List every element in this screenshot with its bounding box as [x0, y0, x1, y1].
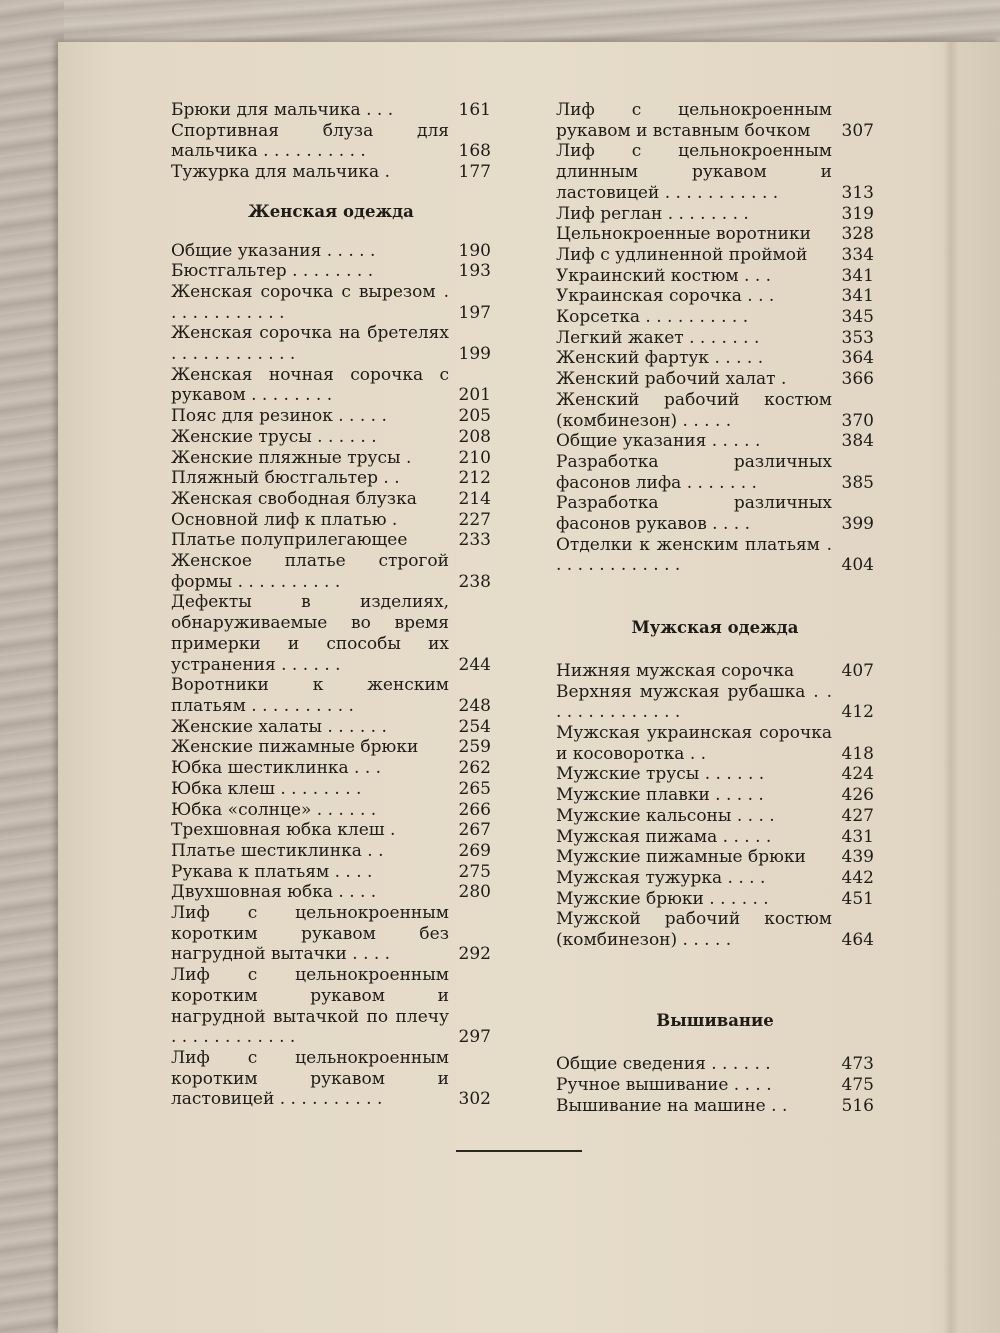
toc-entry-page: 418 [841, 743, 874, 764]
toc-entry-title: Разработка различных фасонов лифа . . . . . . . [556, 451, 832, 493]
toc-entry [556, 245, 874, 266]
section-heading-embroidery: Вышивание [656, 1010, 774, 1030]
toc-entry-page: 214 [458, 488, 491, 509]
toc-entry [556, 764, 874, 785]
wood-surface-top [0, 0, 1000, 44]
toc-entry-page: 341 [841, 286, 874, 307]
toc-entry-page: 201 [458, 385, 491, 406]
toc-entry-title: Верхняя мужская рубашка . . . . . . . . . . . . . . [556, 681, 832, 723]
toc-group-women [171, 241, 491, 1111]
toc-entry-page: 307 [841, 120, 874, 141]
toc-entry [171, 468, 491, 489]
toc-entry-page: 210 [458, 447, 491, 468]
toc-entry [171, 592, 491, 675]
toc-entry [556, 1075, 874, 1096]
toc-entry [171, 965, 491, 1048]
toc-entry-page: 313 [841, 182, 874, 203]
toc-entry-page: 297 [458, 1027, 491, 1048]
toc-entry-title: Юбка клеш . . . . . . . . [171, 778, 362, 799]
toc-entry [171, 241, 491, 262]
toc-entry [171, 820, 491, 841]
toc-entry-title: Лиф с цельнокроенным длинным рукавом и ластовицей . . . . . . . . . . . [556, 141, 832, 203]
toc-entry-page: 345 [841, 307, 874, 328]
toc-entry-page: 473 [841, 1054, 874, 1075]
toc-entry-page: 319 [841, 203, 874, 224]
toc-entry-page: 370 [841, 410, 874, 431]
toc-entry-title: Общие указания . . . . . [171, 240, 376, 261]
toc-entry [556, 1096, 874, 1117]
toc-entry [171, 448, 491, 469]
toc-entry-title: Дефекты в изделиях, обнаруживаемые во время примерки и способы их устранения . . . . . . [171, 592, 449, 675]
toc-entry [556, 682, 874, 723]
toc-entry [556, 266, 874, 287]
toc-entry [556, 369, 874, 390]
toc-entry-page: 266 [458, 799, 491, 820]
toc-entry [171, 779, 491, 800]
toc-entry-title: Женская сорочка на бретелях . . . . . . . . . . . . [171, 323, 449, 365]
toc-left-column [171, 100, 491, 1110]
toc-entry-page: 404 [841, 555, 874, 576]
toc-entry [556, 661, 874, 682]
toc-entry [556, 431, 874, 452]
toc-entry [556, 827, 874, 848]
toc-entry-title: Лиф с цельнокроенным коротким рукавом и нагрудной вытачкой по плечу . . . . . . . . . . . . [171, 965, 449, 1048]
toc-entry-page: 275 [458, 861, 491, 882]
toc-entry [556, 307, 874, 328]
toc-entry-page: 267 [458, 820, 491, 841]
toc-entry-title: Мужские кальсоны . . . . [556, 805, 775, 826]
toc-entry [556, 348, 874, 369]
toc-entry-title: Женские пляжные трусы . [171, 447, 412, 468]
toc-entry-page: 328 [841, 224, 874, 245]
toc-entry-title: Платье шестиклинка . . [171, 840, 384, 861]
toc-entry-page: 168 [458, 141, 491, 162]
toc-entry-title: Спортивная блуза для мальчика . . . . . . . . . . [171, 120, 449, 162]
toc-entry-page: 364 [841, 348, 874, 369]
toc-entry-page: 427 [841, 805, 874, 826]
toc-entry-title: Основной лиф к платью . [171, 509, 398, 530]
toc-entry-title: Женская свободная блузка [171, 488, 417, 509]
toc-entry-page: 199 [458, 344, 491, 365]
toc-entry [556, 909, 874, 950]
toc-entry-page: 292 [458, 944, 491, 965]
toc-entry-title: Воротники к женским платьям . . . . . . . . . . [171, 675, 449, 716]
section-heading-women: Женская одежда [248, 201, 414, 221]
toc-entry-page: 464 [841, 930, 874, 951]
toc-entry-page: 177 [458, 162, 491, 183]
toc-entry-title: Нижняя мужская сорочка [556, 660, 795, 681]
toc-entry-page: 248 [458, 695, 491, 716]
toc-entry [171, 510, 491, 531]
toc-entry [556, 889, 874, 910]
toc-entry-title: Мужской рабочий костюм (комбинезон) . . . . . [556, 909, 832, 951]
toc-entry-title: Трехшовная юбка клеш . [171, 820, 396, 841]
toc-entry-title: Мужские пижамные брюки [556, 847, 806, 868]
toc-entry-title: Корсетка . . . . . . . . . . [556, 307, 749, 328]
toc-entry [171, 530, 491, 551]
toc-entry-title: Женские пижамные брюки [171, 737, 419, 758]
toc-entry-page: 244 [458, 654, 491, 675]
toc-entry [556, 847, 874, 868]
toc-group-women-cont [556, 100, 874, 576]
toc-entry-page: 412 [841, 702, 874, 723]
toc-entry-page: 407 [841, 660, 874, 681]
wood-surface-left [0, 0, 64, 1333]
toc-entry-title: Брюки для мальчика . . . [171, 100, 394, 120]
toc-entry-page: 475 [841, 1075, 874, 1096]
toc-entry-title: Лиф с цельнокроенным коротким рукавом и ластовицей . . . . . . . . . . [171, 1047, 449, 1110]
toc-entry-page: 353 [841, 327, 874, 348]
toc-group-men [556, 661, 874, 951]
toc-entry [171, 406, 491, 427]
toc-entry-title: Отделки к женским платьям . . . . . . . . . . . . . [556, 534, 832, 576]
toc-entry-page: 384 [841, 431, 874, 452]
toc-entry-title: Мужская пижама . . . . . [556, 826, 772, 847]
toc-entry-title: Юбка «солнце» . . . . . . [171, 799, 377, 820]
toc-entry [556, 204, 874, 225]
toc-entry-page: 385 [841, 472, 874, 493]
toc-entry-title: Легкий жакет . . . . . . . [556, 327, 760, 348]
toc-entry-title: Мужские плавки . . . . . [556, 785, 764, 806]
toc-entry [171, 882, 491, 903]
toc-entry [556, 224, 874, 245]
toc-entry-title: Женская сорочка с вырезом . . . . . . . . . . . . [171, 281, 449, 323]
toc-entry [171, 675, 491, 716]
toc-entry-page: 334 [841, 244, 874, 265]
toc-entry-page: 259 [458, 737, 491, 758]
toc-entry-page: 265 [458, 778, 491, 799]
toc-entry [171, 489, 491, 510]
toc-entry [171, 903, 491, 965]
toc-entry-title: Разработка различных фасонов рукавов . . . . [556, 493, 832, 535]
toc-entry-page: 451 [841, 888, 874, 909]
toc-entry [556, 785, 874, 806]
toc-entry-title: Украинская сорочка . . . [556, 286, 775, 307]
toc-entry-title: Мужские брюки . . . . . . [556, 888, 769, 909]
toc-entry-title: Пляжный бюстгальтер . . [171, 468, 400, 489]
toc-entry-page: 431 [841, 826, 874, 847]
toc-entry [556, 723, 874, 764]
toc-entry-title: Рукава к платьям . . . . [171, 861, 373, 882]
toc-entry-title: Пояс для резинок . . . . . [171, 406, 387, 427]
toc-entry-title: Двухшовная юбка . . . . [171, 882, 377, 903]
toc-entry-title: Вышивание на машине . . [556, 1095, 788, 1116]
toc-entry-title: Мужская тужурка . . . . [556, 867, 766, 888]
toc-entry-title: Ручное вышивание . . . . [556, 1075, 772, 1096]
toc-entry-page: 302 [458, 1089, 491, 1110]
toc-entry-title: Цельнокроенные воротники [556, 224, 811, 245]
toc-entry-page: 424 [841, 764, 874, 785]
toc-entry-title: Лиф реглан . . . . . . . . [556, 203, 749, 224]
section-heading-men: Мужская одежда [631, 618, 799, 638]
toc-entry-page: 238 [458, 571, 491, 592]
page-fold-shadow [943, 42, 959, 1333]
toc-group-boys [171, 100, 491, 183]
toc-entry [556, 868, 874, 889]
toc-entry-title: Общие сведения . . . . . . [556, 1054, 771, 1075]
toc-entry [171, 551, 491, 592]
toc-right-column [556, 100, 874, 1117]
toc-entry-title: Женский рабочий халат . [556, 369, 787, 390]
toc-entry-title: Женский рабочий костюм (комбинезон) . . . . . [556, 389, 832, 431]
toc-entry [171, 323, 491, 364]
toc-entry-title: Лиф с цельнокроенным рукавом и вставным бочком [556, 100, 832, 141]
end-rule [456, 1150, 582, 1152]
toc-entry [171, 758, 491, 779]
toc-entry-title: Юбка шестиклинка . . . [171, 758, 382, 779]
toc-entry-title: Бюстгальтер . . . . . . . . [171, 261, 374, 282]
toc-entry [556, 806, 874, 827]
toc-entry-title: Женский фартук . . . . . [556, 348, 764, 369]
toc-entry-page: 208 [458, 426, 491, 447]
toc-entry-title: Мужские трусы . . . . . . [556, 764, 765, 785]
toc-entry [171, 1048, 491, 1110]
toc-entry-title: Лиф с цельнокроенным коротким рукавом без нагрудной вытачки . . . . [171, 903, 449, 965]
toc-entry-page: 280 [458, 882, 491, 903]
toc-entry-title: Женские халаты . . . . . . [171, 716, 387, 737]
toc-entry-title: Женская ночная сорочка с рукавом . . . . . . . . [171, 364, 449, 406]
toc-entry [171, 717, 491, 738]
toc-entry [556, 390, 874, 431]
toc-entry-page: 212 [458, 468, 491, 489]
toc-group-embroidery [556, 1054, 874, 1116]
toc-entry-page: 233 [458, 530, 491, 551]
toc-entry-title: Женские трусы . . . . . . [171, 426, 377, 447]
toc-entry [171, 162, 491, 183]
toc-entry-title: Мужская украинская сорочка и косоворотка . . [556, 722, 832, 764]
toc-entry-title: Тужурка для мальчика . [171, 162, 390, 183]
toc-entry-title: Женское платье строгой формы . . . . . . . . . . [171, 551, 449, 592]
toc-entry-page: 426 [841, 785, 874, 806]
toc-entry-title: Лиф с удлиненной проймой [556, 244, 808, 265]
toc-entry [171, 261, 491, 282]
toc-entry [556, 141, 874, 203]
toc-entry-title: Платье полуприлегающее [171, 530, 408, 551]
toc-entry-page: 197 [458, 302, 491, 323]
toc-entry-page: 227 [458, 509, 491, 530]
toc-entry-page: 341 [841, 265, 874, 286]
toc-entry [556, 493, 874, 534]
toc-entry-page: 269 [458, 840, 491, 861]
toc-entry [171, 800, 491, 821]
toc-entry [556, 452, 874, 493]
toc-entry [556, 1054, 874, 1075]
toc-entry-page: 366 [841, 369, 874, 390]
toc-entry [556, 535, 874, 576]
toc-entry-title: Украинский костюм . . . [556, 265, 772, 286]
toc-entry-page: 205 [458, 406, 491, 427]
toc-entry [556, 100, 874, 141]
toc-entry-page: 254 [458, 716, 491, 737]
toc-entry [171, 737, 491, 758]
toc-entry-page: 262 [458, 758, 491, 779]
toc-entry [171, 841, 491, 862]
toc-entry [171, 365, 491, 406]
toc-entry-page: 399 [841, 514, 874, 535]
toc-entry [556, 328, 874, 349]
toc-entry-title: Общие указания . . . . . [556, 431, 761, 452]
toc-entry-page: 193 [458, 261, 491, 282]
toc-entry [556, 286, 874, 307]
toc-entry-page: 439 [841, 847, 874, 868]
toc-entry [171, 862, 491, 883]
toc-entry-page: 161 [458, 100, 491, 120]
toc-entry-page: 190 [458, 240, 491, 261]
toc-entry-page: 516 [841, 1095, 874, 1116]
toc-entry [171, 427, 491, 448]
book-page [58, 42, 1000, 1333]
toc-entry [171, 282, 491, 323]
toc-entry [171, 100, 491, 121]
toc-entry [171, 121, 491, 162]
toc-entry-page: 442 [841, 867, 874, 888]
